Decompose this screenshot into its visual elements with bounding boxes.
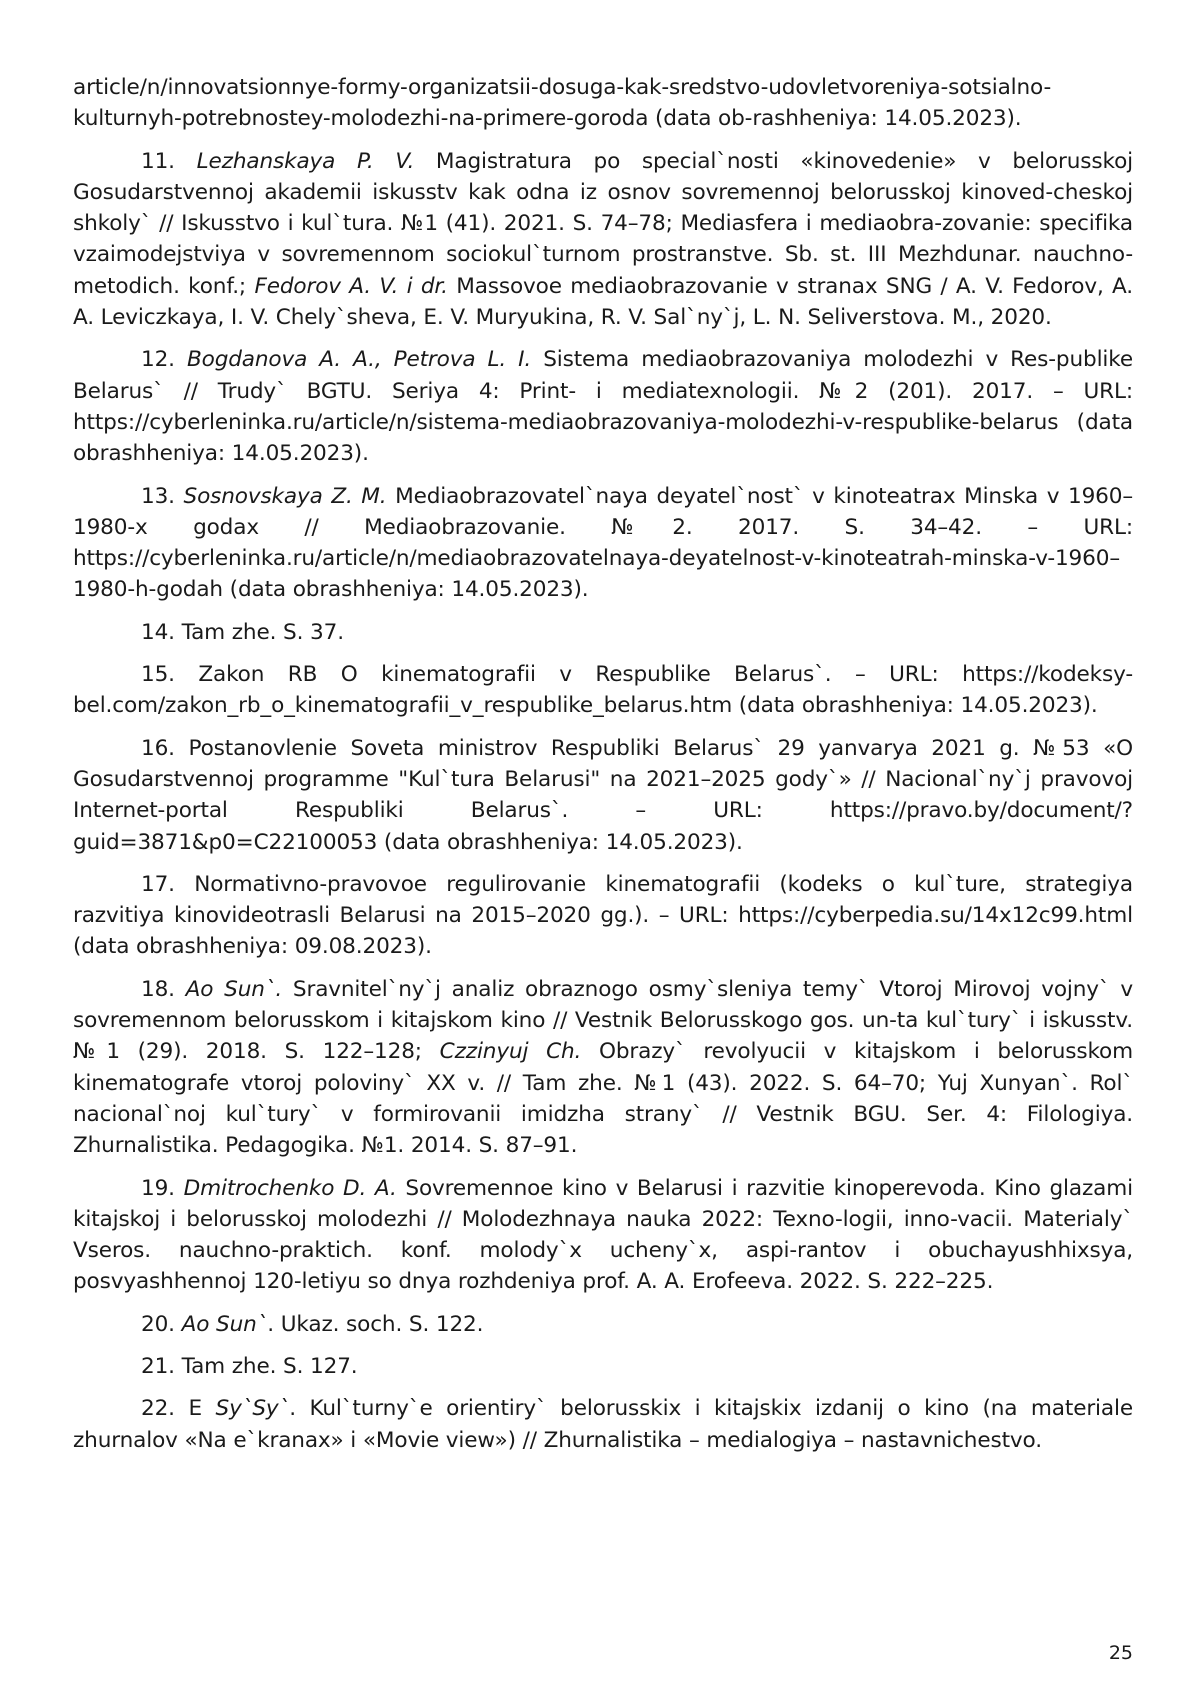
author-name: Dmitrochenko D. A. — [183, 1175, 397, 1201]
reference-text: 11. — [141, 148, 197, 174]
reference-text: 14. Tam zhe. S. 37. — [141, 619, 344, 645]
reference-text: 18. — [141, 976, 186, 1002]
reference-text: 16. Postanovlenie Soveta ministrov Respubliki Belarus` 29 yanvarya 2021 g. №53 «O Gosudarstvennoj programme "Kul`tura Belarusi" na 2021–2025 gody`» // Nacional`ny`j pravovoj Internet-portal Respubliki Belarus`. – URL: https://pravo.by/document/?guid=3871&p0=C22100053 (data obrashheniya: 14.05.2023). — [73, 735, 1133, 855]
reference-entry-22 — [73, 1393, 1133, 1456]
page-number: 25 — [1108, 1642, 1133, 1664]
reference-text: 15. Zakon RB O kinematografii v Respublike Belarus`. – URL: https://kodeksy-bel.com/zakon_rb_o_kinematografii_v_respublike_belarus.htm (data obrashheniya: 14.05.2023). — [73, 662, 1133, 719]
reference-text: Sovremennoe kino v Belarusi i razvitie kinoperevoda. Kino glazami kitajskoj i belorusskoj molodezhi // Molodezhnaya nauka 2022: Texno-logii, inno-vacii. Materialy` Vseros. nauchno-praktich. konf. molody`x ucheny`x, aspi-rantov i obuchayushhixsya, posvyashhennoj 120-letiyu so dnya rozhdeniya prof. A. A. Erofeeva. 2022. S. 222–225. — [73, 1175, 1133, 1295]
reference-entry-12 — [73, 344, 1133, 469]
reference-entry-20 — [73, 1309, 1133, 1340]
author-name: Ao Sun` — [181, 1311, 268, 1337]
reference-text: 13. — [141, 483, 184, 509]
reference-text: Sistema mediaobrazovaniya molodezhi v Res-publike Belarus` // Trudy` BGTU. Seriya 4: Print- i mediatexnologii. №2 (201). 2017. – URL: https://cyberleninka.ru/article/n/sistema-mediaobrazovaniya-molodezhi-v-respublike-belarus (data obrashheniya: 14.05.2023). — [73, 347, 1133, 467]
reference-entry-21 — [73, 1351, 1133, 1382]
reference-text: . Ukaz. soch. S. 122. — [267, 1311, 484, 1337]
document-page — [73, 72, 1133, 1467]
reference-entry-11 — [73, 146, 1133, 334]
reference-entry-17 — [73, 869, 1133, 963]
reference-text: 21. Tam zhe. S. 127. — [141, 1353, 358, 1379]
reference-entry-18 — [73, 974, 1133, 1162]
reference-text: 19. — [141, 1175, 184, 1201]
author-name: Ao Sun`. — [185, 976, 283, 1002]
reference-text: . Kul`turny`e orientiry` belorusskix i kitajskix izdanij o kino (na materiale zhurnalov «Na e`kranax» i «Movie view») // Zhurnalistika – medialogiya – nastavnichestvo. — [73, 1396, 1133, 1453]
reference-text: 22. E — [141, 1396, 216, 1422]
author-name: Czzinyuj Ch. — [439, 1039, 582, 1065]
reference-text: 20. — [141, 1311, 182, 1337]
reference-text: Obrazy` revolyucii v kitajskom i belorusskom kinematografe vtoroj poloviny` XX v. // Tam zhe. №1 (43). 2022. S. 64–70; Yuj Xunyan`. Rol` nacional`noj kul`tury` v formirovanii imidzha strany` // Vestnik BGU. Ser. 4: Filologiya. Zhurnalistika. Pedagogika. №1. 2014. S. 87–91. — [73, 1039, 1133, 1159]
reference-text: Massovoe mediaobrazovanie v stranax SNG / A. V. Fedorov, A. A. Leviczkaya, I. V. Chely`sheva, E. V. Muryukina, R. V. Sal`ny`j, L. N. Seliverstova. M., 2020. — [73, 273, 1133, 331]
author-name: Lezhanskaya P. V. — [196, 148, 415, 174]
reference-entry-13 — [73, 481, 1133, 606]
reference-text: Mediaobrazovatel`naya deyatel`nost` v kinoteatrax Minska v 1960–1980-x godax // Mediaobrazovanie. №2. 2017. S. 34–42. – URL: https://cyberleninka.ru/article/n/mediaobrazovatelnaya-deyatelnost-v-kinoteatrah-minska-v-1960–1980-h-godah (data obrashheniya: 14.05.2023). — [73, 483, 1133, 603]
reference-entry-continuation — [73, 72, 1133, 135]
author-name: Sy`Sy` — [215, 1396, 290, 1422]
reference-entry-19 — [73, 1173, 1133, 1298]
reference-text: 12. — [141, 347, 187, 373]
author-name: Sosnovskaya Z. M. — [183, 483, 387, 509]
reference-entry-16 — [73, 733, 1133, 858]
reference-entry-15 — [73, 659, 1133, 722]
reference-text: Magistratura po special`nosti «kinovedenie» v belorusskoj Gosudarstvennoj akademii iskusstv kak odna iz osnov sovremennoj belorusskoj kinoved-cheskoj shkoly` // Iskusstvo i kul`tura. №1 (41). 2021. S. 74–78; Mediasfera i mediaobra-zovanie: specifika vzaimodejstviya v sovremennom sociokul`turnom prostranstve. Sb. st. III Mezhdunar. nauchno-metodich. konf.; — [73, 148, 1133, 299]
author-name: Fedorov A. V. i dr. — [254, 273, 448, 299]
reference-entry-14 — [73, 617, 1133, 648]
author-name: Bogdanova A. A., Petrova L. I. — [186, 347, 532, 373]
reference-text: article/n/innovatsionnye-formy-organizatsii-dosuga-kak-sredstvo-udovletvoreniya-sotsialno-kulturnyh-potrebnostey-molodezhi-na-primere-goroda (data ob-rashheniya: 14.05.2023). — [73, 75, 1052, 132]
reference-text: Sravnitel`ny`j analiz obraznogo osmy`sleniya temy` Vtoroj Mirovoj vojny` v sovremennom belorusskom i kitajskom kino // Vestnik Belorusskogo gos. un-ta kul`tury` i iskusstv. №1 (29). 2018. S. 122–128; — [73, 976, 1133, 1065]
reference-text: 17. Normativno-pravovoe regulirovanie kinematografii (kodeks o kul`ture, strategiya razvitiya kinovideotrasli Belarusi na 2015–2020 gg.). – URL: https://cyberpedia.su/14x12c99.html (data obrashheniya: 09.08.2023). — [73, 871, 1133, 960]
